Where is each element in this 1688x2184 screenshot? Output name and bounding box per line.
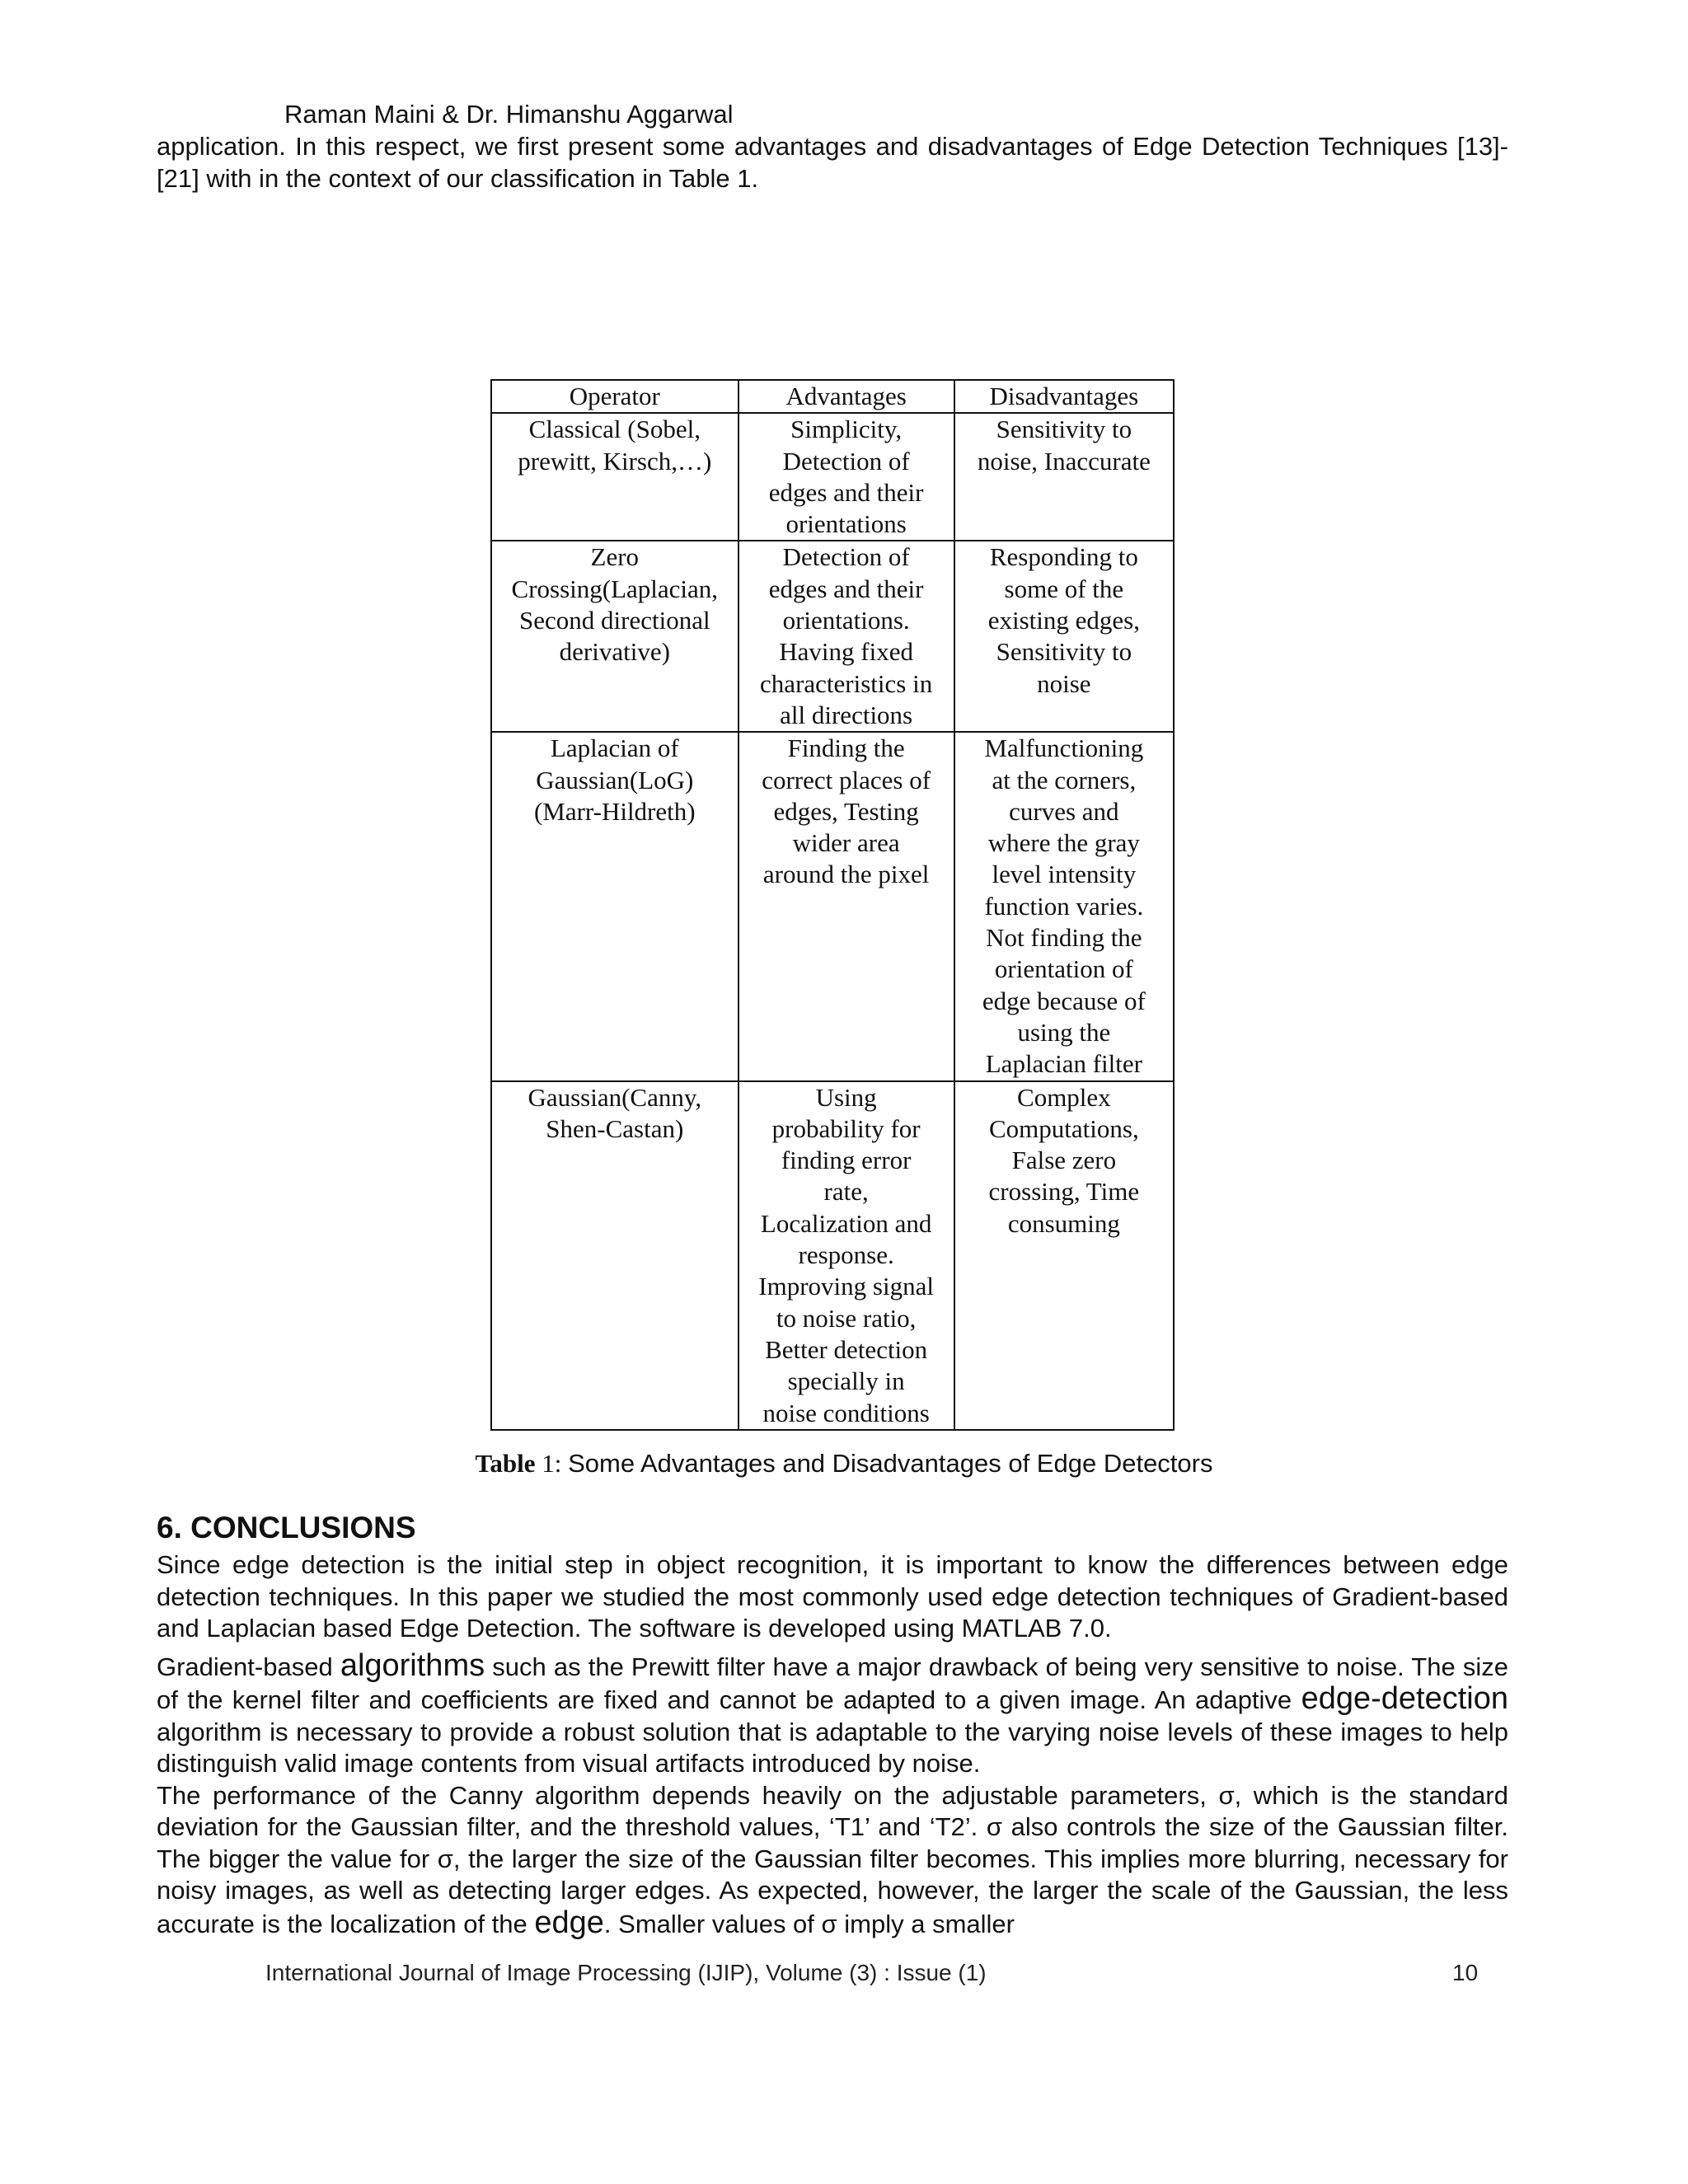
cell-text-line: consuming: [1007, 1208, 1120, 1238]
table-cell-advantages: [738, 541, 954, 732]
cell-text-line: response.: [798, 1240, 894, 1270]
cell-text-line: Simplicity,: [790, 415, 903, 444]
conclusions-paragraph-3: [157, 1780, 1508, 1941]
cell-text-line: Zero: [590, 542, 640, 572]
cell-text-line: probability for: [771, 1113, 921, 1143]
table-cell-operator: [491, 1081, 738, 1430]
page-number: 10: [1452, 1960, 1479, 1985]
cell-text-line: Sensitivity to: [996, 415, 1132, 444]
cell-text-line: Sensitivity to: [996, 637, 1132, 667]
cell-text-line: function varies.: [984, 891, 1144, 921]
table-cell-disadvantages: [954, 1081, 1174, 1430]
cell-text-line: existing edges,: [987, 606, 1140, 635]
conclusions-paragraph-1: Since edge detection is the initial step in object recognition, it is important to know the differences between edge detection techniques. In this paper we studied the most commonly used edge detection techniques of Gradient-based and Laplacian based Edge Detection. The software is developed using MATLAB 7.0.: [157, 1550, 1508, 1643]
cell-text-line: Having fixed: [779, 637, 913, 667]
caption-number: 1:: [542, 1449, 562, 1478]
table-cell-disadvantages: [954, 541, 1174, 732]
section-heading-conclusions: 6. CONCLUSIONS: [157, 1511, 416, 1544]
cell-text-line: some of the: [1004, 574, 1124, 603]
cell-text-line: level intensity: [992, 860, 1137, 889]
cell-text-line: specially in: [787, 1366, 905, 1396]
cell-text-line: Gaussian(Canny,: [528, 1082, 702, 1112]
cell-text-line: finding error: [781, 1146, 912, 1175]
p2-text-c: algorithm is necessary to provide a robust solution that is adaptable to the varying noise levels of these images to help distinguish valid image contents from visual artifacts introduced by noise.: [157, 1717, 1508, 1778]
table-cell-disadvantages: [954, 732, 1174, 1080]
p2-text-a: Gradient-based: [157, 1652, 340, 1681]
cell-text-line: Complex: [1017, 1082, 1111, 1112]
cell-text-line: Gaussian(LoG): [536, 765, 694, 794]
cell-text-line: Better detection: [765, 1334, 928, 1364]
cell-text-line: Responding to: [989, 542, 1138, 572]
table-caption: [0, 1448, 1688, 1479]
edge-detector-table: [490, 379, 1175, 1431]
cell-text-line: correct places of: [762, 765, 931, 794]
cell-text-line: crossing, Time: [988, 1177, 1140, 1207]
column-header-operator: Operator: [491, 380, 738, 413]
cell-text-line: False zero: [1011, 1146, 1117, 1175]
table-row: [491, 1081, 1174, 1430]
p3-text-b: . Smaller values of σ imply a smaller: [603, 1909, 1015, 1938]
cell-text-line: orientation of: [994, 954, 1133, 984]
p2-large-word-edge-detection: edge-detection: [1301, 1681, 1508, 1716]
cell-text-line: Detection of: [782, 446, 910, 476]
cell-text-line: all directions: [780, 700, 913, 729]
cell-text-line: orientations: [785, 509, 907, 539]
cell-text-line: wider area: [792, 828, 900, 858]
cell-text-line: Finding the: [787, 733, 905, 763]
table-cell-operator: [491, 413, 738, 541]
running-header-authors: Raman Maini & Dr. Himanshu Aggarwal: [284, 100, 734, 129]
table-cell-operator: [491, 541, 738, 732]
cell-text-line: at the corners,: [992, 765, 1137, 794]
table-cell-advantages: [738, 413, 954, 541]
table-header-row: [491, 380, 1174, 413]
cell-text-line: where the gray: [987, 828, 1140, 858]
caption-text: Some Advantages and Disadvantages of Edge Detectors: [568, 1449, 1213, 1478]
p2-large-word-algorithms: algorithms: [340, 1647, 485, 1683]
cell-text-line: to noise ratio,: [776, 1303, 917, 1333]
intro-text: application. In this respect, we first present some advantages and disadvantages of Edge Detection Techniques [13]-[21] with in the context of our classification in Table 1.: [157, 132, 1508, 193]
cell-text-line: noise: [1037, 668, 1091, 698]
table-body: [491, 413, 1174, 1430]
p2-text-b: such as the Prewitt filter have a major drawback of being very sensitive to noise. The size of the kernel filter and coefficients are fixed and cannot be adapted to a given image. An adaptive: [157, 1652, 1508, 1714]
cell-text-line: using the: [1017, 1017, 1111, 1047]
cell-text-line: derivative): [559, 637, 670, 667]
cell-text-line: Second directional: [519, 606, 710, 635]
cell-text-line: rate,: [823, 1177, 869, 1207]
cell-text-line: noise, Inaccurate: [977, 446, 1151, 476]
table-cell-advantages: [738, 732, 954, 1080]
cell-text-line: noise conditions: [762, 1398, 930, 1427]
column-header-disadvantages: Disadvantages: [954, 380, 1174, 413]
cell-text-line: edge because of: [982, 986, 1146, 1015]
cell-text-line: orientations.: [782, 606, 910, 635]
conclusions-body: [157, 1549, 1508, 1940]
table-row: [491, 413, 1174, 541]
cell-text-line: prewitt, Kirsch,…): [518, 446, 712, 476]
table-cell-advantages: [738, 1081, 954, 1430]
cell-text-line: curves and: [1009, 796, 1119, 826]
table-row: [491, 732, 1174, 1080]
cell-text-line: Computations,: [989, 1113, 1139, 1143]
p3-large-word-edge: edge: [534, 1905, 604, 1940]
table-row: [491, 541, 1174, 732]
cell-text-line: edges, Testing: [773, 796, 919, 826]
p3-text-a: The performance of the Canny algorithm depends heavily on the adjustable parameters, σ, which is the standard deviation for the Gaussian filter, and the threshold values, ‘T1’ and ‘T2’. σ also controls the size of the Gaussian filter. The bigger the value for σ, the larger the size of the Gaussian filter becomes. This implies more blurring, necessary for noisy images, as well as detecting larger edges. As expected, however, the larger the scale of the Gaussian, the less accurate is the localization of the: [157, 1780, 1508, 1938]
column-header-advantages: Advantages: [738, 380, 954, 413]
cell-text-line: Using: [815, 1082, 877, 1112]
cell-text-line: Localization and: [760, 1208, 932, 1238]
cell-text-line: Improving signal: [758, 1272, 934, 1301]
cell-text-line: Classical (Sobel,: [528, 415, 701, 444]
cell-text-line: Laplacian of: [550, 733, 679, 763]
cell-text-line: (Marr-Hildreth): [533, 796, 696, 826]
conclusions-paragraph-2: [157, 1647, 1508, 1780]
footer-journal: International Journal of Image Processing (IJIP), Volume (3) : Issue (1): [265, 1960, 987, 1985]
cell-text-line: Crossing(Laplacian,: [511, 574, 719, 603]
cell-text-line: edges and their: [768, 574, 924, 603]
cell-text-line: Shen-Castan): [546, 1113, 684, 1143]
cell-text-line: Malfunctioning: [984, 733, 1144, 763]
intro-paragraph: [157, 130, 1508, 194]
caption-label: Table: [475, 1449, 536, 1478]
cell-text-line: edges and their: [768, 477, 924, 507]
cell-text-line: around the pixel: [762, 860, 930, 889]
cell-text-line: Laplacian filter: [985, 1049, 1142, 1079]
cell-text-line: Detection of: [782, 542, 910, 572]
table-cell-disadvantages: [954, 413, 1174, 541]
cell-text-line: characteristics in: [760, 668, 933, 698]
cell-text-line: Not finding the: [986, 923, 1142, 953]
table-cell-operator: [491, 732, 738, 1080]
